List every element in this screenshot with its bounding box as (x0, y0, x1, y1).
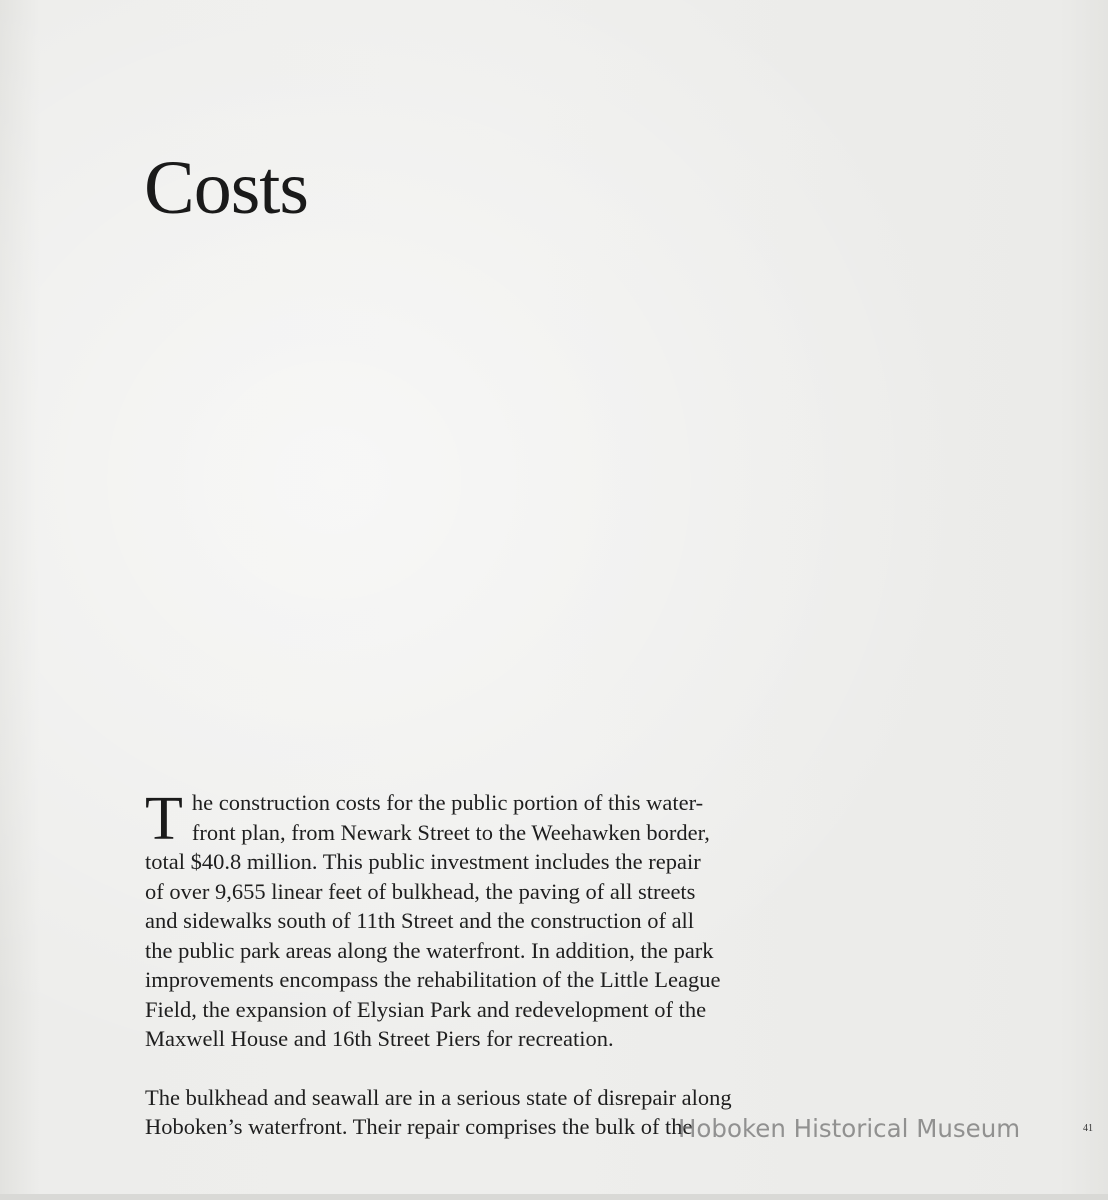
text-line: Maxwell House and 16th Street Piers for recreation. (145, 1026, 614, 1051)
text-line: Field, the expansion of Elysian Park and redevelopment of the (145, 996, 707, 1022)
page-title: Costs (144, 146, 308, 230)
text-line: The bulkhead and seawall are in a serious state of disrepair along (145, 1084, 732, 1110)
text-line: front plan, from Newark Street to the Weehawken border, (191, 819, 710, 845)
text-line: he construction costs for the public portion of this water- (191, 790, 704, 815)
museum-watermark: Hoboken Historical Museum (678, 1114, 1021, 1143)
text-line: improvements encompass the rehabilitation of the Little League (145, 967, 721, 992)
body-text (145, 785, 805, 1142)
drop-cap: T (145, 785, 183, 853)
page-number: 41 (1083, 1123, 1093, 1134)
paragraph-1 (145, 785, 805, 1054)
text-line: total $40.8 million. This public investment includes the repair (145, 849, 701, 874)
text-line: and sidewalks south of 11th Street and the construction of all (145, 908, 695, 933)
text-line: Hoboken’s waterfront. Their repair comprises the bulk of the (145, 1114, 693, 1139)
text-line: the public park areas along the waterfront. In addition, the park (145, 937, 714, 963)
page-edge (0, 1194, 1108, 1200)
text-line: of over 9,655 linear feet of bulkhead, the paving of all streets (145, 878, 696, 904)
